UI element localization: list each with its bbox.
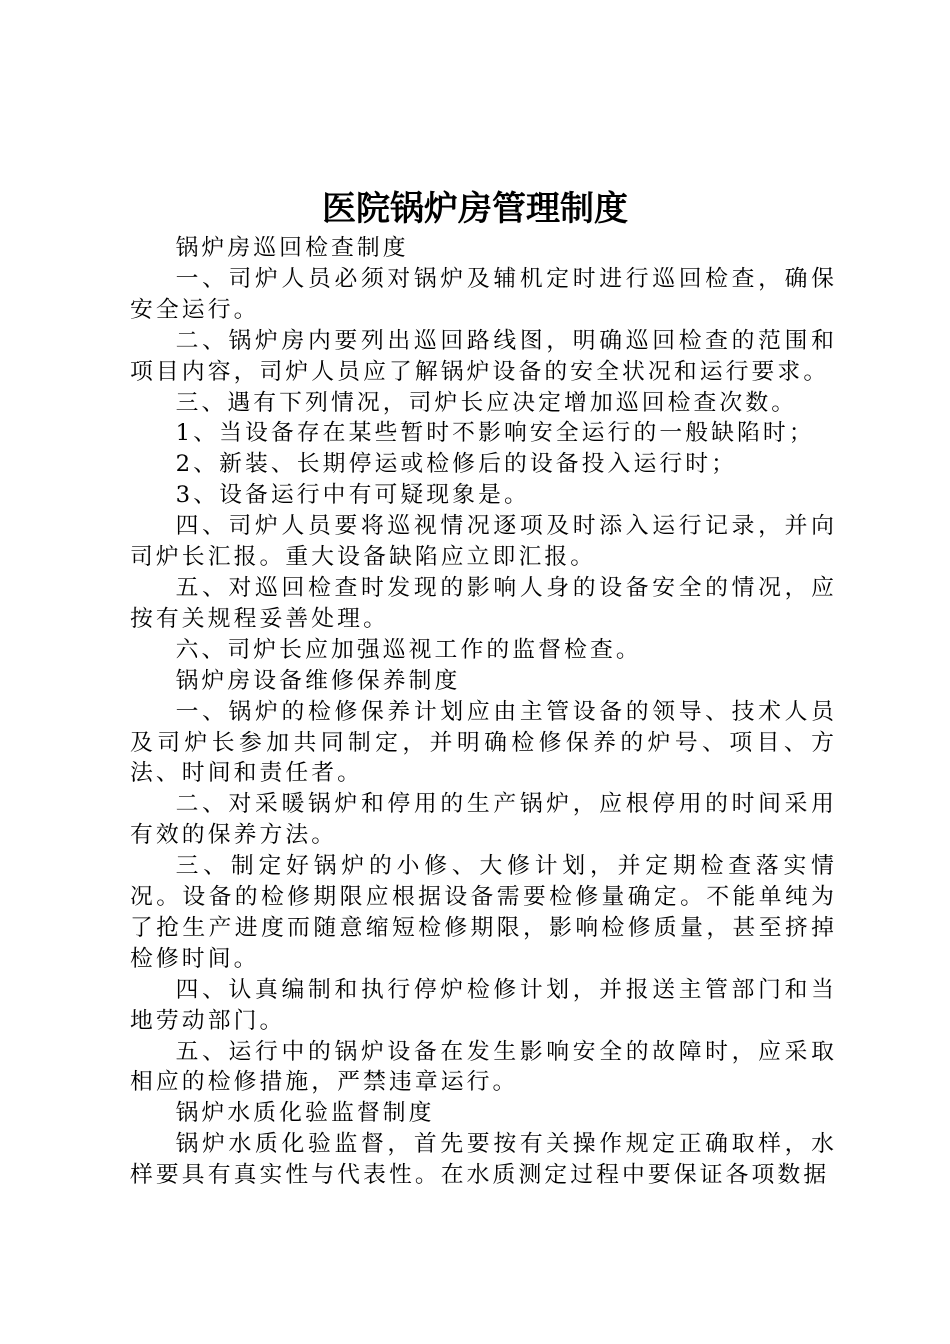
document-body bbox=[130, 233, 837, 1191]
list-item: 2、新装、长期停运或检修后的设备投入运行时； bbox=[175, 451, 738, 478]
document-title: 医院锅炉房管理制度 bbox=[322, 189, 628, 229]
list-item: 3、设备运行中有可疑现象是。 bbox=[175, 482, 530, 509]
list-item: 1、当设备存在某些暂时不影响安全运行的一般缺陷时； bbox=[175, 420, 815, 447]
paragraph: 五、对巡回检查时发现的影响人身的设备安全的情况，应按有关规程妥善处理。 bbox=[130, 574, 837, 632]
section-heading: 锅炉水质化验监督制度 bbox=[175, 1100, 435, 1127]
paragraph: 三、制定好锅炉的小修、大修计划，并定期检查落实情况。设备的检修期限应根据设备需要检修量确定。不能单纯为了抢生产进度而随意缩短检修期限，影响检修质量，甚至挤掉检修时间。 bbox=[130, 853, 837, 972]
paragraph: 一、司炉人员必须对锅炉及辅机定时进行巡回检查，确保安全运行。 bbox=[130, 265, 837, 323]
paragraph: 五、运行中的锅炉设备在发生影响安全的故障时，应采取相应的检修措施，严禁违章运行。 bbox=[130, 1038, 837, 1096]
section-heading: 锅炉房巡回检查制度 bbox=[175, 235, 409, 261]
paragraph: 一、锅炉的检修保养计划应由主管设备的领导、技术人员及司炉长参加共同制定，并明确检修保养的炉号、项目、方法、时间和责任者。 bbox=[130, 698, 837, 787]
paragraph: 三、遇有下列情况，司炉长应决定增加巡回检查次数。 bbox=[175, 389, 798, 416]
paragraph: 二、锅炉房内要列出巡回路线图，明确巡回检查的范围和项目内容，司炉人员应了解锅炉设备的安全状况和运行要求。 bbox=[130, 327, 837, 385]
paragraph: 六、司炉长应加强巡视工作的监督检查。 bbox=[175, 636, 642, 663]
paragraph: 锅炉水质化验监督，首先要按有关操作规定正确取样，水样要具有真实性与代表性。在水质测定过程中要保证各项数据 bbox=[130, 1131, 837, 1189]
paragraph: 四、认真编制和执行停炉检修计划，并报送主管部门和当地劳动部门。 bbox=[130, 976, 837, 1034]
section-heading: 锅炉房设备维修保养制度 bbox=[175, 667, 461, 694]
paragraph: 四、司炉人员要将巡视情况逐项及时添入运行记录，并向司炉长汇报。重大设备缺陷应立即汇报。 bbox=[130, 513, 837, 571]
paragraph: 二、对采暖锅炉和停用的生产锅炉，应根停用的时间采用有效的保养方法。 bbox=[130, 791, 837, 849]
